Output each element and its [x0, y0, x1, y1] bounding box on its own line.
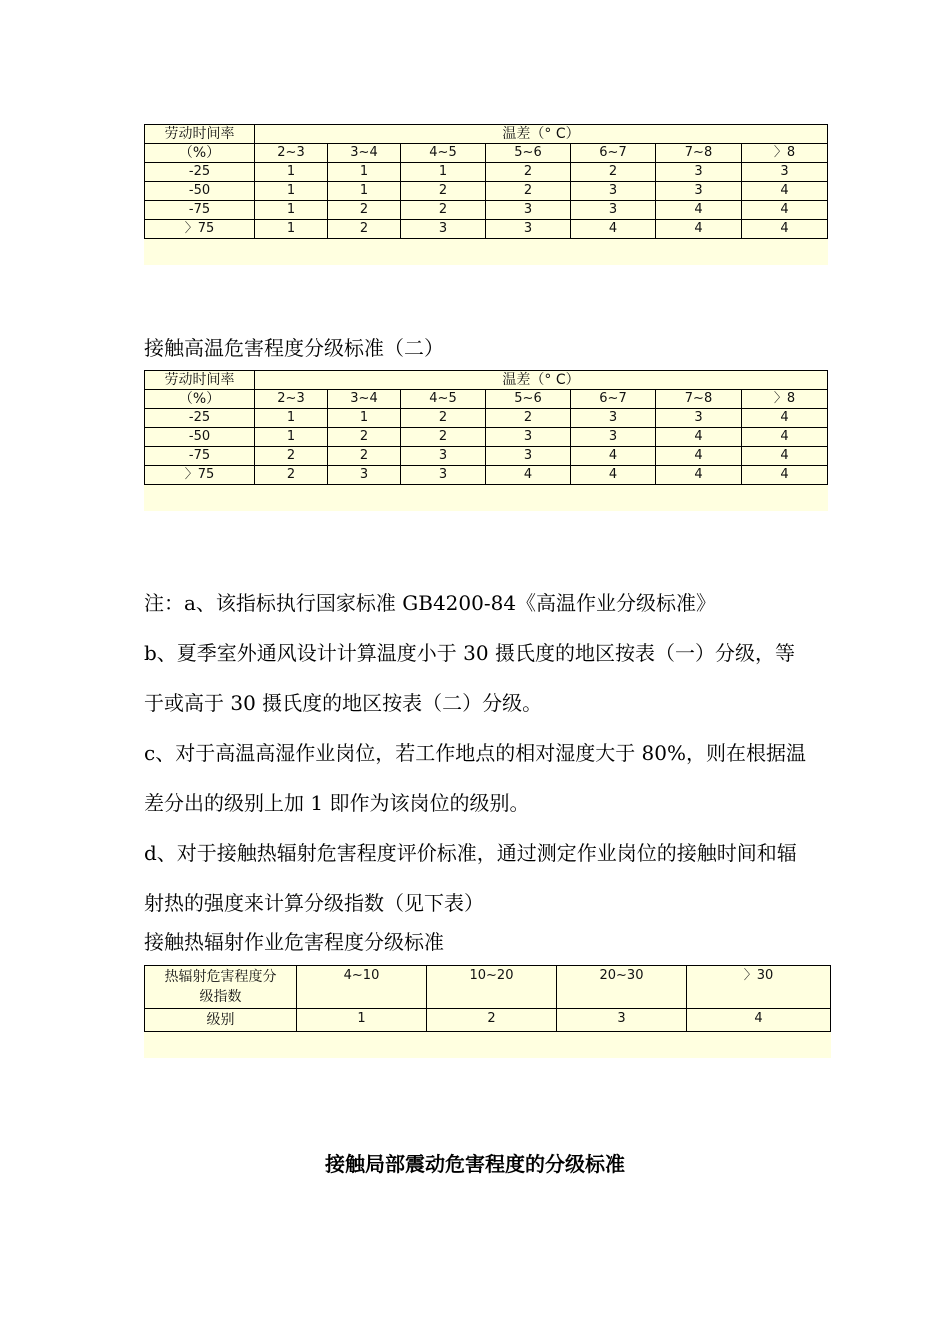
table-heat-grade-2-wrap	[144, 370, 828, 511]
cell: 2	[571, 163, 656, 182]
cell: 1	[328, 182, 401, 201]
column-header: 7~8	[656, 144, 742, 163]
table-row	[145, 447, 828, 466]
cell: 4	[742, 182, 828, 201]
cell: 4	[742, 466, 828, 485]
column-header: 〉8	[742, 144, 828, 163]
cell: 2	[328, 201, 401, 220]
cell: 4	[742, 447, 828, 466]
table-radiation-grade	[144, 965, 831, 1032]
cell: 4	[571, 447, 656, 466]
cell: 2	[401, 428, 486, 447]
cell: 4	[571, 220, 656, 239]
cell: 2	[328, 220, 401, 239]
cell: 3	[656, 163, 742, 182]
cell: 2	[486, 409, 571, 428]
header-left-line1: 劳动时间率	[145, 125, 255, 144]
cell: 1	[255, 409, 328, 428]
note-a: 注：a、该指标执行国家标准 GB4200-84《高温作业分级标准》	[144, 591, 717, 615]
row-label: -50	[145, 428, 255, 447]
table-row	[145, 1009, 831, 1032]
cell: 3	[401, 220, 486, 239]
cell: 1	[255, 220, 328, 239]
column-header: 6~7	[571, 144, 656, 163]
table-heat-grade-1	[144, 124, 828, 239]
column-header: 6~7	[571, 390, 656, 409]
cell: 3	[401, 447, 486, 466]
table-row	[145, 428, 828, 447]
column-header: 〉8	[742, 390, 828, 409]
table-row	[145, 182, 828, 201]
cell: 3	[328, 466, 401, 485]
cell: 4	[742, 428, 828, 447]
row-label: -25	[145, 163, 255, 182]
cell: 2	[486, 163, 571, 182]
cell: 4~10	[297, 966, 427, 1009]
column-header: 5~6	[486, 144, 571, 163]
cell: 4	[742, 220, 828, 239]
note-b: b、夏季室外通风设计计算温度小于 30 摄氏度的地区按表（一）分级，等于或高于 30 摄氏度的地区按表（二）分级。	[144, 641, 795, 715]
header-left-line1: 劳动时间率	[145, 371, 255, 390]
cell: 4	[656, 428, 742, 447]
row-label: -75	[145, 447, 255, 466]
column-header: 3~4	[328, 144, 401, 163]
table-heat-grade-1-wrap	[144, 124, 828, 265]
row-label: 〉75	[145, 220, 255, 239]
cell: 3	[742, 163, 828, 182]
cell: 4	[742, 201, 828, 220]
cell: 1	[255, 201, 328, 220]
cell: 3	[571, 409, 656, 428]
table-heat-grade-2	[144, 370, 828, 485]
cell: 4	[687, 1009, 831, 1032]
row-label-line2: 级指数	[199, 989, 242, 1005]
cell: 〉30	[687, 966, 831, 1009]
cell: 3	[571, 182, 656, 201]
notes-block	[144, 578, 814, 928]
note-c: c、对于高温高湿作业岗位，若工作地点的相对湿度大于 80%，则在根据温差分出的级别上加 1 即作为该岗位的级别。	[144, 741, 807, 815]
column-header: 2~3	[255, 144, 328, 163]
cell: 3	[486, 428, 571, 447]
column-header: 4~5	[401, 390, 486, 409]
cell: 4	[656, 447, 742, 466]
cell: 3	[571, 428, 656, 447]
cell: 2	[255, 447, 328, 466]
table-footer-band	[144, 485, 828, 511]
cell: 3	[486, 447, 571, 466]
cell: 20~30	[557, 966, 687, 1009]
cell: 2	[401, 182, 486, 201]
cell: 2	[401, 409, 486, 428]
cell: 3	[401, 466, 486, 485]
cell: 4	[486, 466, 571, 485]
row-label: -75	[145, 201, 255, 220]
cell: 2	[328, 428, 401, 447]
header-left-line2: （%）	[145, 144, 255, 163]
cell: 2	[401, 201, 486, 220]
header-temp-diff: 温差（° C）	[255, 371, 828, 390]
table-radiation-wrap	[144, 965, 831, 1058]
cell: 4	[742, 409, 828, 428]
cell: 1	[255, 163, 328, 182]
column-header: 7~8	[656, 390, 742, 409]
cell: 1	[255, 182, 328, 201]
cell: 3	[656, 409, 742, 428]
header-temp-diff: 温差（° C）	[255, 125, 828, 144]
cell: 1	[328, 409, 401, 428]
column-header: 2~3	[255, 390, 328, 409]
column-header: 4~5	[401, 144, 486, 163]
cell: 3	[571, 201, 656, 220]
cell: 2	[328, 447, 401, 466]
cell: 2	[427, 1009, 557, 1032]
cell: 4	[656, 466, 742, 485]
cell: 3	[557, 1009, 687, 1032]
cell: 3	[656, 182, 742, 201]
cell: 3	[486, 201, 571, 220]
cell: 4	[571, 466, 656, 485]
cell: 3	[486, 220, 571, 239]
row-label-grade: 级别	[145, 1009, 297, 1032]
row-label: -25	[145, 409, 255, 428]
table-footer-band	[144, 239, 828, 265]
caption-table-2: 接触高温危害程度分级标准（二）	[144, 336, 444, 360]
table-row	[145, 163, 828, 182]
header-left-line2: （%）	[145, 390, 255, 409]
cell: 1	[297, 1009, 427, 1032]
table-row	[145, 220, 828, 239]
table-row	[145, 466, 828, 485]
table-footer-band	[144, 1032, 831, 1058]
cell: 2	[486, 182, 571, 201]
column-header: 5~6	[486, 390, 571, 409]
row-label: 〉75	[145, 466, 255, 485]
cell: 10~20	[427, 966, 557, 1009]
column-header: 3~4	[328, 390, 401, 409]
cell: 4	[656, 220, 742, 239]
cell: 2	[255, 466, 328, 485]
table-row	[145, 201, 828, 220]
cell: 1	[401, 163, 486, 182]
caption-table-3: 接触热辐射作业危害程度分级标准	[144, 930, 444, 954]
row-label-line1: 热辐射危害程度分	[164, 969, 277, 985]
cell: 1	[328, 163, 401, 182]
row-label: -50	[145, 182, 255, 201]
table-row	[145, 966, 831, 1009]
note-d: d、对于接触热辐射危害程度评价标准，通过测定作业岗位的接触时间和辐射热的强度来计算分级指数（见下表）	[144, 841, 797, 915]
section-heading: 接触局部震动危害程度的分级标准	[325, 1152, 625, 1176]
cell: 1	[255, 428, 328, 447]
table-row	[145, 409, 828, 428]
cell: 4	[656, 201, 742, 220]
row-label-index	[145, 966, 297, 1009]
